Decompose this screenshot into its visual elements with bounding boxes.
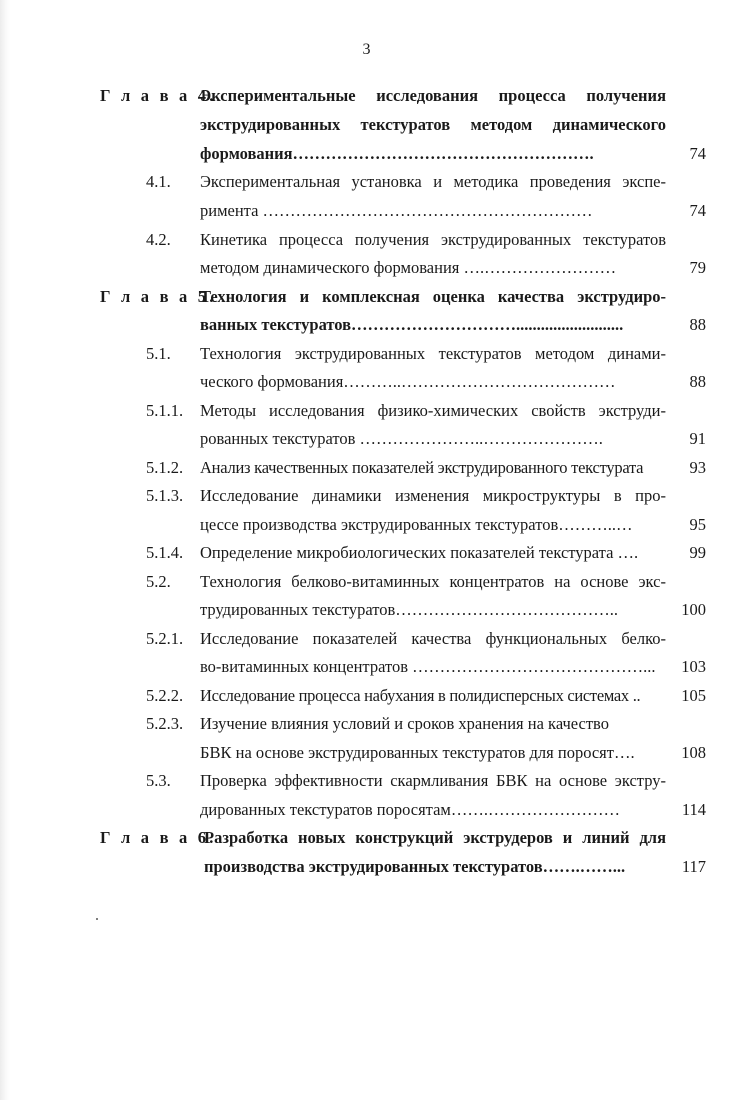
section-5-1-title-line-1: Технология экструдированных текстуратов методом динами- (200, 344, 666, 363)
section-5-1-1-number: 5.1.1. (146, 401, 184, 420)
chapter-5-title-line-1: Технология и комплексная оценка качества экструдиро- (200, 287, 666, 306)
section-5-2-2-page: 105 (681, 686, 706, 705)
section-5-2-1-page: 103 (681, 657, 706, 676)
chapter-4-label: Г л а в а 4. (100, 86, 217, 105)
section-4-1-number: 4.1. (146, 172, 171, 191)
section-5-3-page: 114 (681, 800, 706, 819)
section-4-1-title-line-2: римента …………………………………………………… (200, 201, 593, 220)
section-5-1-4-page: 99 (689, 543, 706, 562)
section-5-2-1-title-line-1: Исследование показателей качества функциональных белко- (200, 629, 666, 648)
section-5-2-title-line-1: Технология белково-витаминных концентратов на основе экс- (200, 572, 666, 591)
chapter-5-label: Г л а в а 5. (100, 287, 217, 306)
section-4-2-title-line-2: методом динамического формования ….…………………… (200, 258, 617, 277)
chapter-5-page: 88 (689, 315, 706, 334)
section-5-1-2-page: 93 (689, 458, 706, 477)
section-5-1-number: 5.1. (146, 344, 171, 363)
scan-speck (96, 918, 98, 920)
chapter-4-title-line-2: экструдированных текстуратов методом динамического (200, 115, 666, 134)
section-5-2-3-number: 5.2.3. (146, 714, 184, 733)
section-5-3-title-line-2: дированных текстуратов поросятам…….…………………… (200, 800, 620, 819)
section-5-1-4-title: Определение микробиологических показателей текстурата …. (200, 543, 639, 562)
section-5-2-3-page: 108 (681, 743, 706, 762)
section-5-1-4-number: 5.1.4. (146, 543, 184, 562)
page-number: 3 (362, 41, 371, 58)
section-5-2-3-title-line-1: Изучение влияния условий и сроков хранения на качество (200, 714, 609, 733)
section-5-2-1-title-line-2: во-витаминных концентратов ……………………………………... (200, 657, 656, 676)
section-5-1-3-title-line-1: Исследование динамики изменения микроструктуры в про- (200, 486, 666, 505)
chapter-6-page: 117 (681, 857, 706, 876)
section-5-2-title-line-2: трудированных текстуратов………………………………….. (200, 600, 619, 619)
section-5-3-number: 5.3. (146, 771, 171, 790)
chapter-5-title-line-2: ванных текстуратов………………………….......................... (200, 315, 624, 334)
section-4-2-number: 4.2. (146, 230, 171, 249)
section-5-1-2-title: Анализ качественных показателей экструдированного текстурата (200, 458, 644, 477)
chapter-6-label: Г л а в а 6. (100, 828, 217, 847)
section-5-1-page: 88 (689, 372, 706, 391)
section-4-1-page: 74 (689, 201, 706, 220)
section-4-2-title-line-1: Кинетика процесса получения экструдированных текстуратов (200, 230, 666, 249)
chapter-4-title-line-3: формования………………………………………………. (200, 144, 594, 163)
section-5-1-3-page: 95 (689, 515, 706, 534)
section-5-3-title-line-1: Проверка эффективности скармливания БВК на основе экстру- (200, 771, 666, 790)
section-4-1-title-line-1: Экспериментальная установка и методика проведения экспе- (200, 172, 666, 191)
section-5-1-3-number: 5.1.3. (146, 486, 184, 505)
section-5-1-1-title-line-2: рованных текстуратов …………………..…………………. (200, 429, 603, 448)
section-5-1-title-line-2: ческого формования………..………………………………… (200, 372, 616, 391)
section-5-1-1-title-line-1: Методы исследования физико-химических свойств экструди- (200, 401, 666, 420)
section-5-2-2-title: Исследование процесса набухания в полидисперсных системах .. (200, 686, 641, 705)
section-5-1-3-title-line-2: цессе производства экструдированных текстуратов………..… (200, 515, 633, 534)
section-4-2-page: 79 (689, 258, 706, 277)
chapter-4-page: 74 (689, 144, 706, 163)
section-5-2-3-title-line-2: БВК на основе экструдированных текстуратов для поросят…. (200, 743, 635, 762)
section-5-2-2-number: 5.2.2. (146, 686, 184, 705)
chapter-4-title-line-1: Экспериментальные исследования процесса получения (200, 86, 666, 105)
chapter-6-title-line-1: Разработка новых конструкций экструдеров и линий для (204, 828, 666, 847)
section-5-1-1-page: 91 (689, 429, 706, 448)
section-5-2-page: 100 (681, 600, 706, 619)
section-5-1-2-number: 5.1.2. (146, 458, 184, 477)
section-5-2-1-number: 5.2.1. (146, 629, 184, 648)
chapter-6-title-line-2: производства экструдированных текстуратов…….……... (204, 857, 626, 876)
section-5-2-number: 5.2. (146, 572, 171, 591)
